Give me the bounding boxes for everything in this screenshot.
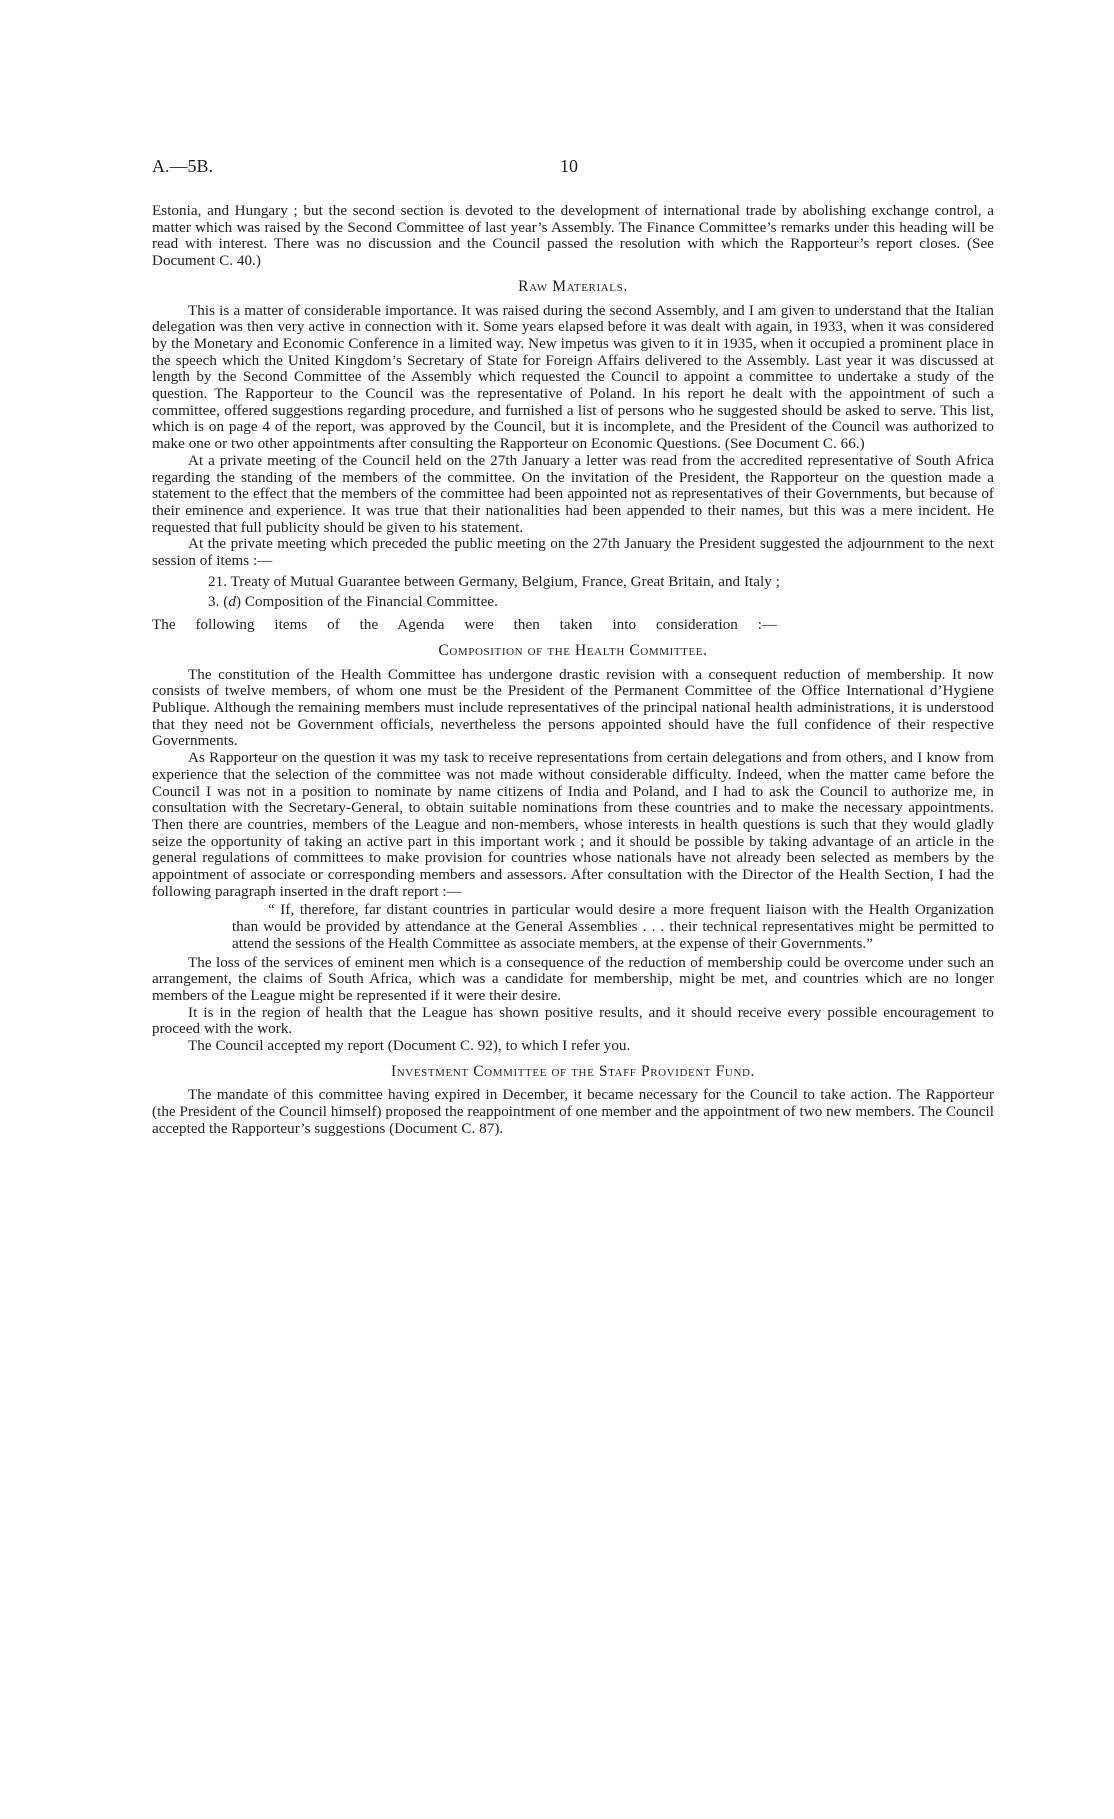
paragraph: The mandate of this committee having expired in December, it became necessary for the Council to take action. The Rapporteur (the President of the Council himself) proposed the reappointment of one member and the appointment of two new members. The Council accepted the Rapporteur’s suggestions (Document C. 87). <box>152 1087 994 1137</box>
section-heading-health-committee: Composition of the Health Committee. <box>438 641 708 659</box>
block-quote: “ If, therefore, far distant countries in particular would desire a more frequent liaison with the Health Organization than would be provided by attendance at the General Assemblies . . . their technical representatives might be permitted to attend the sessions of the Health Committee as associate members, at the expense of their Governments.” <box>232 902 994 952</box>
list-item-text: ) Composition of the Financial Committee. <box>235 594 498 611</box>
list-item-letter: d <box>228 594 236 611</box>
paragraph: This is a matter of considerable importance. It was raised during the second Assembly, and I am given to understand that the Italian delegation was then very active in connection with it. Some years elapsed before it was dealt with again, in 1933, when it was considered by the Monetary and Economic Conference in a limited way. New impetus was given to it in 1935, when it occupied a prominent place in the speech which the United Kingdom’s Secretary of State for Foreign Affairs delivered to the Assembly. Last year it was discussed at length by the Second Committee of the Assembly which requested the Council to appoint a committee to undertake a study of the question. The Rapporteur to the Council was the representative of Poland. In his report he dealt with the appointment of such a committee, offered suggestions regarding procedure, and furnished a list of persons who he suggested should be asked to serve. This list, which is on page 4 of the report, was approved by the Council, but it is incomplete, and the President of the Council was authorized to make one or two other appointments after consulting the Rapporteur on Economic Questions. (See Document C. 66.) <box>152 302 994 453</box>
section-heading-raw-materials: Raw Materials. <box>518 277 628 295</box>
page-number: 10 <box>560 156 578 176</box>
running-head <box>152 156 1002 182</box>
paragraph: The constitution of the Health Committee has undergone drastic revision with a consequent reduction of membership. It now consists of twelve members, of whom one must be the President of the Permanent Committee of the Office International d’Hygiene Publique. Although the remaining members must include representatives of the principal national health administrations, it is understood that they need not be Government officials, nevertheless the persons appointed should have the full confidence of their respective Governments. <box>152 666 994 750</box>
paragraph: At the private meeting which preceded the public meeting on the 27th January the President suggested the adjournment to the next session of items :— <box>152 536 994 570</box>
paragraph: The loss of the services of eminent men which is a consequence of the reduction of membership could be overcome under such an arrangement, the claims of South Africa, which was a candidate for membership, might be met, and countries which are no longer members of the League might be represented if it were their desire. <box>152 954 994 1004</box>
document-reference: A.—5B. <box>152 156 214 176</box>
list-item: 21. Treaty of Mutual Guarantee between Germany, Belgium, France, Great Britain, and Italy ; <box>208 573 780 590</box>
paragraph: It is in the region of health that the League has shown positive results, and it should receive every possible encouragement to proceed with the work. <box>152 1004 994 1038</box>
agenda-intro: The following items of the Agenda were then taken into consideration :— <box>152 617 778 634</box>
document-body <box>152 203 994 1138</box>
section-heading-investment-committee: Investment Committee of the Staff Provident Fund. <box>390 1062 756 1080</box>
paragraph: At a private meeting of the Council held on the 27th January a letter was read from the accredited representative of South Africa regarding the standing of the members of the committee. On the invitation of the President, the Rapporteur on the question made a statement to the effect that the members of the committee had been appointed not as representatives of their Governments, but because of their eminence and experience. It was true that their nationalities had been appended to their names, but this was a mere incident. He requested that full publicity should be given to his statement. <box>152 452 994 536</box>
list-item-prefix: 3. ( <box>208 594 229 611</box>
paragraph-continuation: Estonia, and Hungary ; but the second section is devoted to the development of international trade by abolishing exchange control, a matter which was raised by the Second Committee of last year’s Assembly. The Finance Committee’s remarks under this heading will be read with interest. There was no discussion and the Council passed the resolution with which the Rapporteur’s report closes. (See Document C. 40.) <box>152 203 994 270</box>
adjourned-items-list <box>152 574 994 611</box>
list-item <box>152 594 994 611</box>
paragraph: As Rapporteur on the question it was my task to receive representations from certain delegations and from others, and I know from experience that the selection of the committee was not made without considerable difficulty. Indeed, when the matter came before the Council I was not in a position to nominate by name citizens of India and Poland, and I had to ask the Council to authorize me, in consultation with the Secretary-General, to obtain suitable nominations from these countries and to make the necessary appointments. Then there are countries, members of the League and non-members, whose interests in health questions is such that they would gladly seize the opportunity of taking an active part in this important work ; and it should be possible by taking advantage of an article in the general regulations of committees to make provision for countries whose nationals have not already been selected as members by the appointment of associate or corresponding members and assessors. After consultation with the Director of the Health Section, I had the following paragraph inserted in the draft report :— <box>152 750 994 900</box>
paragraph: The Council accepted my report (Document C. 92), to which I refer you. <box>188 1038 631 1055</box>
